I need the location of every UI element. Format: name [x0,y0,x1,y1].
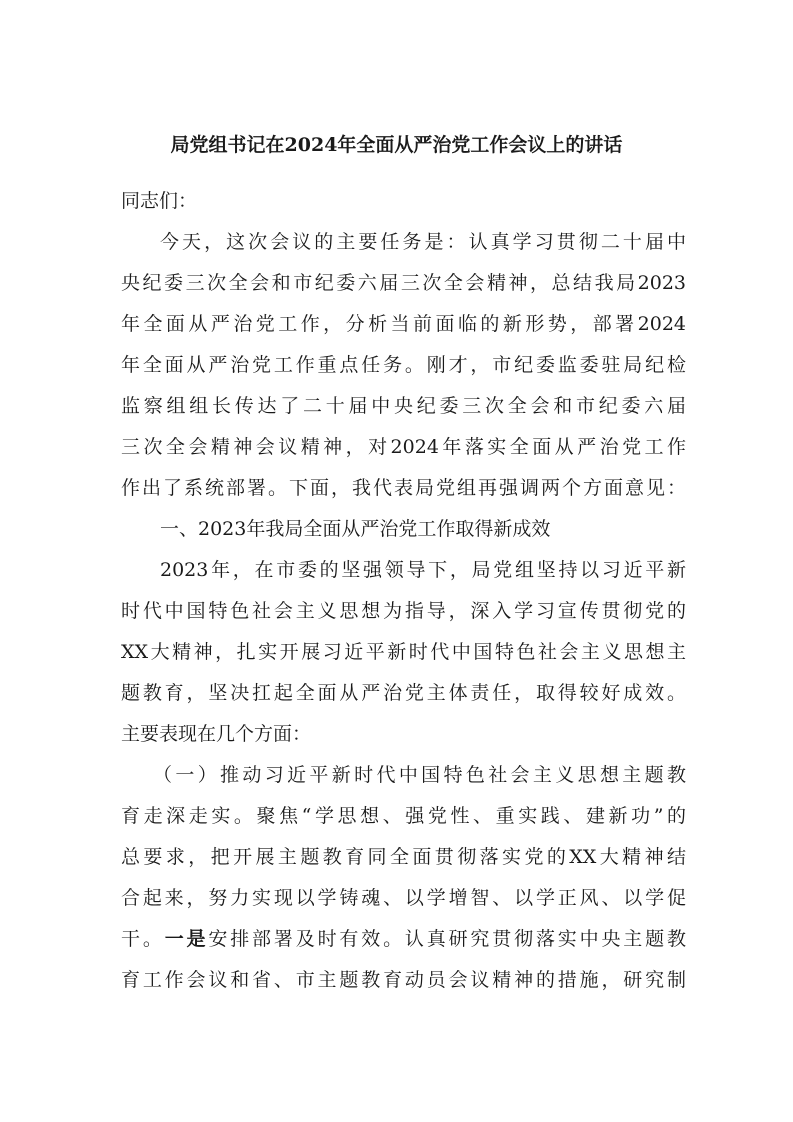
paragraph-line: 2023年，在市委的坚强领导下，局党组坚持以习近平新 [160,559,686,581]
paragraph-line: 合起来，努力实现以学铸魂、以学增智、以学正风、以学促 [121,887,686,909]
paragraph-segment: 干。 [121,928,165,950]
paragraph-segment: 安排部署及时有效。认真研究贯彻落实中央主题教 [208,928,686,950]
paragraph-line: 央纪委三次全会和市纪委六届三次全会精神，总结我局2023 [121,272,686,294]
paragraph-line: 题教育，坚决扛起全面从严治党主体责任，取得较好成效。 [121,682,686,704]
paragraph-line: 总要求，把开展主题教育同全面贯彻落实党的XX大精神结 [121,846,686,868]
paragraph-line: 主要表现在几个方面： [121,723,312,745]
paragraph-line: 时代中国特色社会主义思想为指导，深入学习宣传贯彻党的 [121,600,686,622]
paragraph-line: 育走深走实。聚焦“学思想、强党性、重实践、建新功”的 [121,805,686,827]
paragraph-line: 监察组组长传达了二十届中央纪委三次全会和市纪委六届 [121,395,686,417]
paragraph-line-mixed [121,924,686,965]
salutation: 同志们： [121,190,198,212]
paragraph-line: 育工作会议和省、市主题教育动员会议精神的措施，研究制 [121,969,686,991]
paragraph-line: 三次全会精神会议精神，对2024年落实全面从严治党工作 [121,436,686,458]
paragraph-line: XX大精神，扎实开展习近平新时代中国特色社会主义思想主 [121,641,686,663]
document-title: 局党组书记在2024年全面从严治党工作会议上的讲话 [170,134,623,156]
bold-lead-phrase: 一是 [164,928,209,950]
paragraph-line: 今天，这次会议的主要任务是：认真学习贯彻二十届中 [160,231,686,253]
paragraph-line: 年全面从严治党工作重点任务。刚才，市纪委监委驻局纪检 [121,354,686,376]
document-body [121,186,686,1006]
paragraph-line: 作出了系统部署。下面，我代表局党组再强调两个方面意见： [121,477,686,499]
section-heading: 一、2023年我局全面从严治党工作取得新成效 [160,518,551,540]
subsection-heading-line: （一）推动习近平新时代中国特色社会主义思想主题教 [153,764,686,786]
paragraph-line: 年全面从严治党工作，分析当前面临的新形势，部署2024 [121,313,686,335]
